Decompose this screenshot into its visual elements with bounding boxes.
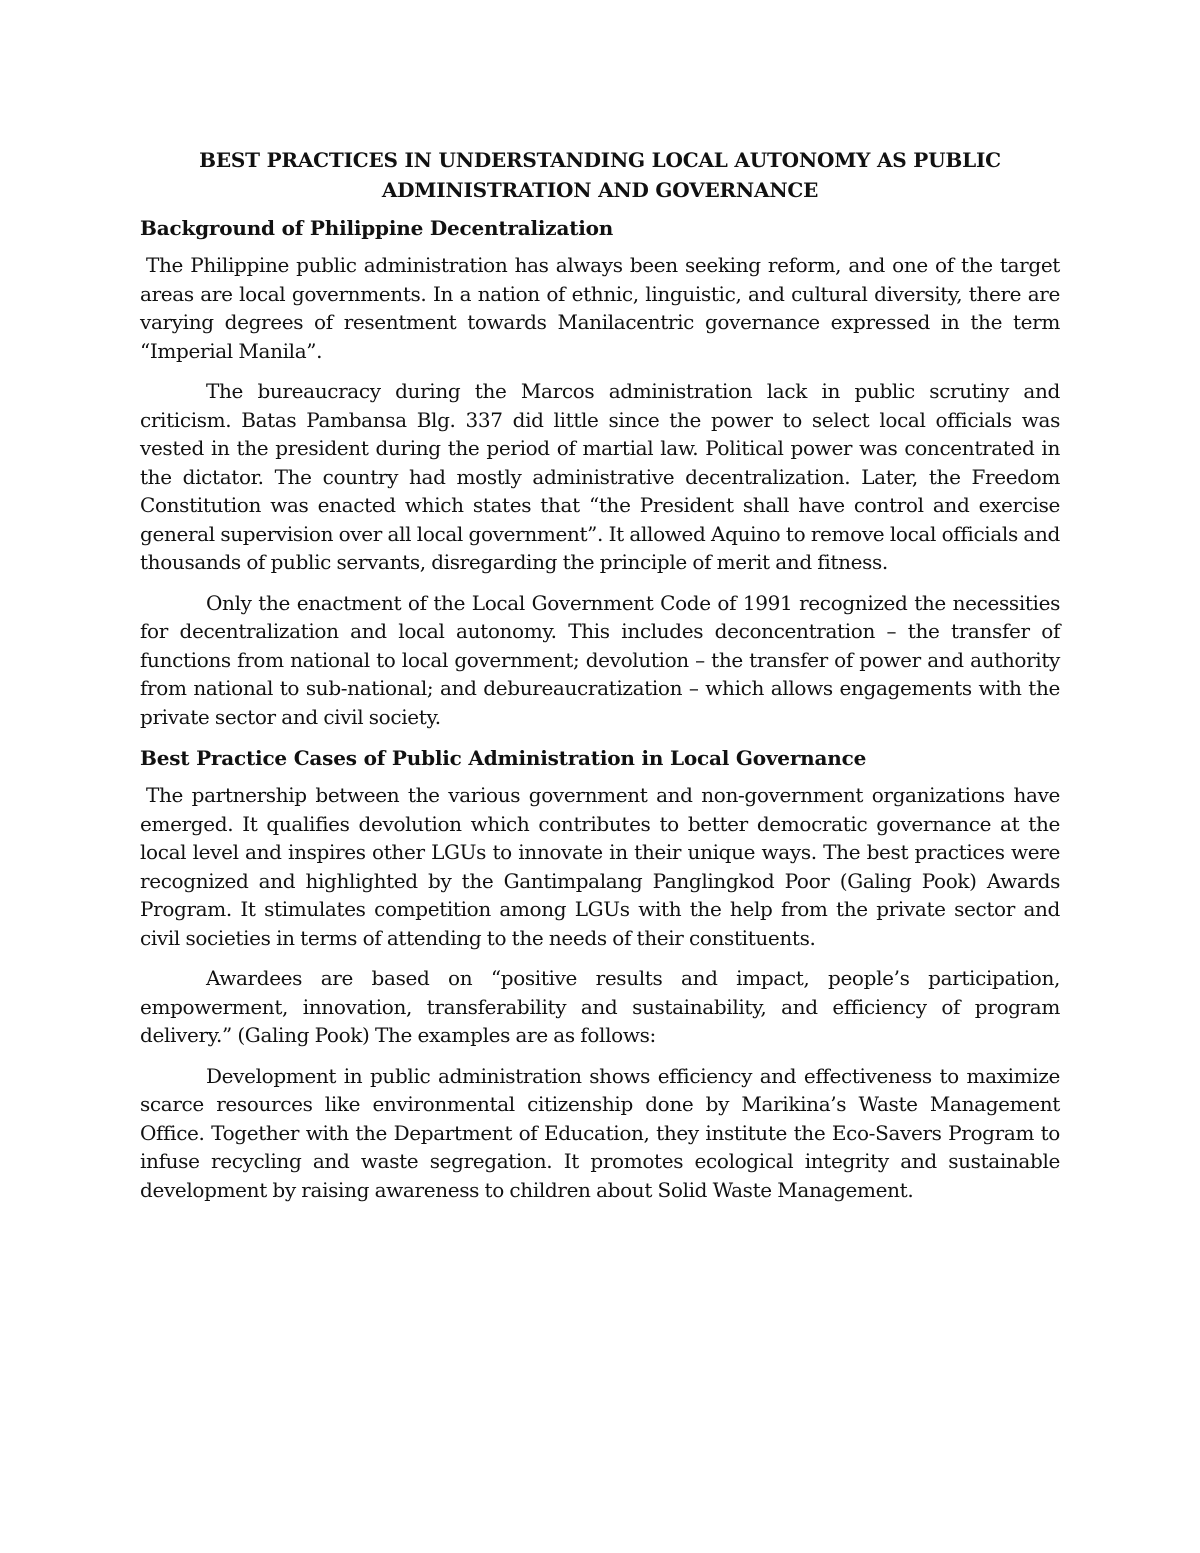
document-page — [140, 145, 1060, 1216]
section-heading-background: Background of Philippine Decentralization — [140, 216, 614, 240]
title-line-2: ADMINISTRATION AND GOVERNANCE — [381, 178, 819, 202]
paragraph: Development in public administration shows efficiency and effectiveness to maximize scarce resources like environmental citizenship done by Marikina’s Waste Management Office. Together with the Department of Education, they institute the Eco-Savers Program to infuse recycling and waste segregation. It promotes ecological integrity and sustainable development by raising awareness to children about Solid Waste Management. — [140, 1063, 1060, 1202]
paragraph: The bureaucracy during the Marcos administration lack in public scrutiny and criticism. Batas Pambansa Blg. 337 did little since the power to select local officials was vested in the president during the period of martial law. Political power was concentrated in the dictator. The country had mostly administrative decentralization. Later, the Freedom Constitution was enacted which states that “the President shall have control and exercise general supervision over all local government”. It allowed Aquino to remove local officials and thousands of public servants, disregarding the principle of merit and fitness. — [140, 379, 1060, 574]
paragraph: Only the enactment of the Local Government Code of 1991 recognized the necessities for decentralization and local autonomy. This includes deconcentration – the transfer of functions from national to local government; devolution – the transfer of power and authority from national to sub-national; and debureaucratization – which allows engagements with the private sector and civil society. — [140, 590, 1060, 729]
paragraph: The partnership between the various government and non-government organizations have emerged. It qualifies devolution which contributes to better democratic governance at the local level and inspires other LGUs to innovate in their unique ways. The best practices were recognized and highlighted by the Gantimpalang Panglingkod Poor (Galing Pook) Awards Program. It stimulates competition among LGUs with the help from the private sector and civil societies in terms of attending to the needs of their constituents. — [140, 783, 1060, 950]
paragraph: The Philippine public administration has always been seeking reform, and one of the target areas are local governments. In a nation of ethnic, linguistic, and cultural diversity, there are varying degrees of resentment towards Manilacentric governance expressed in the term “Imperial Manila”. — [140, 253, 1060, 363]
document-title — [140, 145, 1060, 205]
title-line-1: BEST PRACTICES IN UNDERSTANDING LOCAL AUTONOMY AS PUBLIC — [199, 148, 1001, 172]
section-heading-best-practice: Best Practice Cases of Public Administration in Local Governance — [140, 746, 867, 770]
paragraph: Awardees are based on “positive results and impact, people’s participation, empowerment, innovation, transferability and sustainability, and efficiency of program delivery.” (Galing Pook) The examples are as follows: — [140, 966, 1060, 1047]
